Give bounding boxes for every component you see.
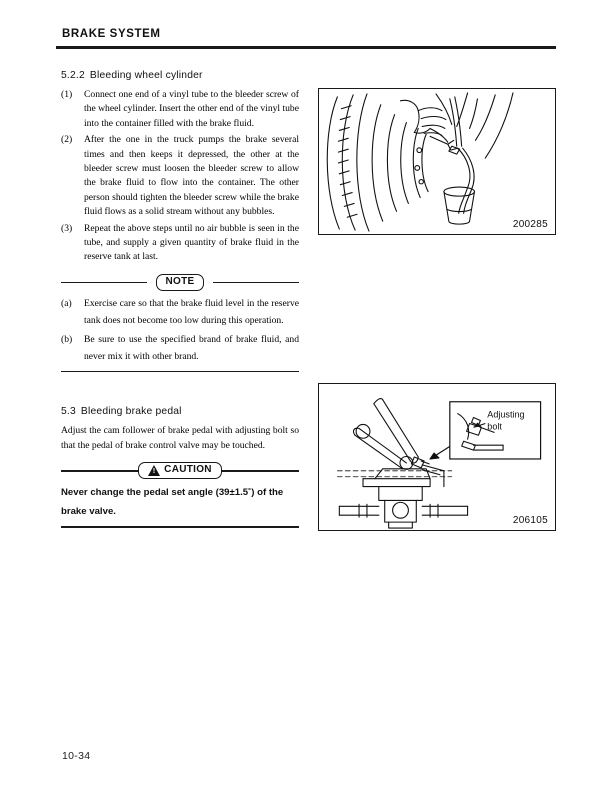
list-marker: (2) [61, 134, 73, 146]
caution-text: Never change the pedal set angle (39±1.5˚) of the brake valve. [61, 487, 284, 518]
inset-detail-box [450, 402, 541, 459]
note-rule-left [61, 282, 147, 284]
list-marker: (3) [61, 222, 73, 234]
note-badge [156, 274, 205, 291]
caution-rule-left [61, 470, 147, 472]
note-text: Exercise care so that the brake fluid level in the reserve tank does not become too low during this operation. [84, 297, 299, 327]
inset-label-line2: bolt [487, 421, 502, 432]
note-marker: (a) [61, 297, 72, 309]
list-item [61, 222, 299, 265]
content-column [61, 70, 299, 528]
list-item [61, 88, 299, 131]
note-bottom-divider [61, 371, 299, 373]
section-block-5-3 [61, 406, 299, 527]
list-marker: (1) [61, 89, 73, 100]
figure-id: 206105 [512, 515, 548, 526]
note-list [61, 295, 299, 366]
section-number: 5.2.2 [61, 70, 85, 81]
list-text: Connect one end of a vinyl tube to the bleeder screw of the wheel cylinder. Insert the other end of the vinyl tube into the container filled with the brake fluid. [84, 89, 299, 129]
note-item [61, 331, 299, 366]
note-text: Be sure to use the specified brand of brake fluid, and never mix it with other brand. [84, 333, 299, 363]
note-item [61, 295, 299, 330]
section-body: Adjust the cam follower of brake pedal with adjusting bolt so that the pedal of brake control valve may be touched. [61, 425, 299, 451]
section-title: Bleeding brake pedal [80, 406, 182, 418]
note-marker: (b) [61, 333, 73, 345]
section-number: 5.3 [61, 406, 76, 418]
section-heading-5-2-2 [61, 70, 299, 81]
figure-top-illustration [319, 89, 555, 234]
section-heading-5-3 [61, 406, 299, 417]
caution-rule-right [213, 470, 299, 472]
figure-bottom-illustration [319, 384, 555, 530]
figure-brake-pedal-adjustment [318, 383, 556, 531]
list-text: Repeat the above steps until no air bubble is seen in the tube, and supply a given quantity of brake fluid in the reserve tank at last. [84, 222, 299, 263]
note-label: NOTE [165, 275, 195, 287]
caution-banner [61, 462, 299, 479]
caution-bottom-divider [61, 526, 299, 528]
inset-label-line1: Adjusting [487, 409, 525, 420]
figure-wheel-cylinder-bleeding [318, 88, 556, 235]
warning-triangle-icon [148, 465, 160, 476]
procedure-list [61, 88, 299, 265]
section-title: Bleeding wheel cylinder [89, 70, 203, 81]
list-item [61, 133, 299, 219]
note-banner [61, 274, 299, 291]
note-rule-right [213, 282, 299, 284]
list-text: After the one in the truck pumps the brake several times and then keeps it depressed, the other at the bleeder screw must loosen the bleeder screw to allow the brake fluid to flow into the container. The other person should tighten the bleeder screw while the brake fluid flows as a solid stream without any bubbles. [84, 134, 299, 218]
caution-label: CAUTION [164, 464, 212, 476]
header-divider [56, 46, 556, 49]
figure-id: 200285 [512, 219, 548, 230]
footer-page-number: 10-34 [62, 750, 91, 762]
caution-badge [138, 462, 222, 479]
page-header-title: BRAKE SYSTEM [62, 28, 161, 40]
